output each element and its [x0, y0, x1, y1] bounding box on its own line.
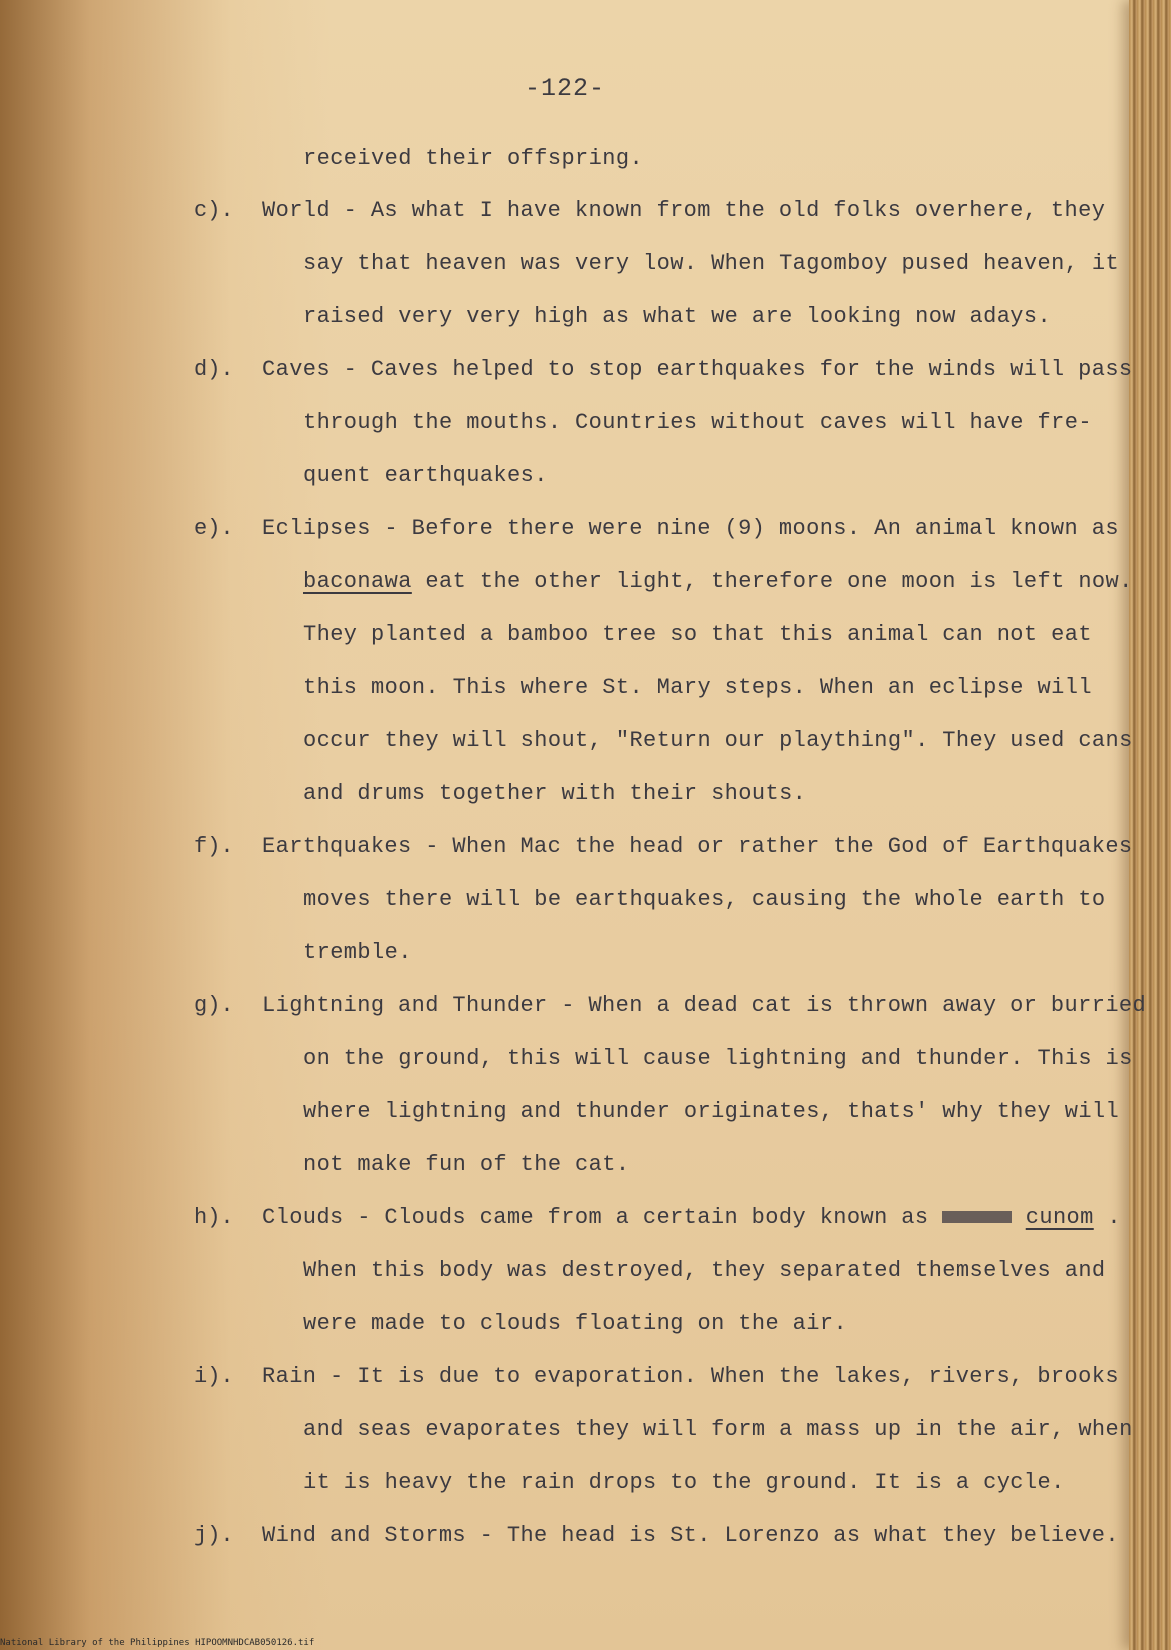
entry-i-line-2: and seas evaporates they will form a mass up in the air, when	[303, 1417, 1133, 1442]
entry-f-line-3: tremble.	[303, 940, 412, 965]
entry-f-line-1: Earthquakes - When Mac the head or rather the God of Earthquakes	[262, 834, 1133, 859]
struck-out-word	[942, 1211, 1012, 1223]
underlined-term-baconawa: baconawa	[303, 569, 412, 594]
entry-c-line-3: raised very very high as what we are looking now adays.	[303, 304, 1052, 329]
entry-e-line-3: They planted a bamboo tree so that this animal can not eat	[303, 622, 1092, 647]
entry-h-line-3: were made to clouds floating on the air.	[303, 1311, 848, 1336]
entry-i-line-3: it is heavy the rain drops to the ground. It is a cycle.	[303, 1470, 1065, 1495]
entry-g-line-3: where lightning and thunder originates, thats' why they will	[303, 1099, 1120, 1124]
entry-c-marker: c).	[194, 198, 234, 223]
entry-e-line-4: this moon. This where St. Mary steps. When an eclipse will	[303, 675, 1092, 700]
entry-d-marker: d).	[194, 357, 234, 382]
entry-d-line-3: quent earthquakes.	[303, 463, 548, 488]
entry-h-line-1-tail: .	[1093, 1205, 1121, 1230]
entry-i-marker: i).	[194, 1364, 234, 1389]
entry-i-line-1: Rain - It is due to evaporation. When the lakes, rivers, brooks	[262, 1364, 1119, 1389]
entry-e-line-5: occur they will shout, "Return our plaything". They used cans	[303, 728, 1133, 753]
entry-f-line-2: moves there will be earthquakes, causing the whole earth to	[303, 887, 1106, 912]
underlined-term-cunom: cunom	[1025, 1205, 1094, 1230]
entry-h-line-1	[262, 1205, 1121, 1230]
entry-g-marker: g).	[194, 993, 234, 1018]
intro-line: received their offspring.	[303, 146, 644, 171]
entry-c-line-1: World - As what I have known from the old folks overhere, they	[262, 198, 1106, 223]
entry-e-line-2	[303, 569, 1133, 594]
entry-g-line-1: Lightning and Thunder - When a dead cat is thrown away or burried	[262, 993, 1147, 1018]
entry-d-line-1: Caves - Caves helped to stop earthquakes for the winds will pass	[262, 357, 1133, 382]
entry-h-marker: h).	[194, 1205, 234, 1230]
scan-footer: National Library of the Philippines HIPOOMNHDCAB050126.tif	[0, 1638, 315, 1648]
entry-h-line-2: When this body was destroyed, they separated themselves and	[303, 1258, 1106, 1283]
entry-g-line-2: on the ground, this will cause lightning and thunder. This is	[303, 1046, 1133, 1071]
entry-d-line-2: through the mouths. Countries without caves will have fre-	[303, 410, 1092, 435]
entry-j-marker: j).	[194, 1523, 234, 1548]
entry-j-line-1: Wind and Storms - The head is St. Lorenzo as what they believe.	[262, 1523, 1119, 1548]
entry-e-line-2-rest: eat the other light, therefore one moon is left now.	[411, 569, 1133, 594]
page-number: -122-	[524, 74, 605, 103]
entry-c-line-2: say that heaven was very low. When Tagomboy pused heaven, it	[303, 251, 1120, 276]
entry-f-marker: f).	[194, 834, 234, 859]
entry-e-line-1: Eclipses - Before there were nine (9) moons. An animal known as	[262, 516, 1119, 541]
entry-e-marker: e).	[194, 516, 234, 541]
entry-g-line-4: not make fun of the cat.	[303, 1152, 630, 1177]
entry-e-line-6: and drums together with their shouts.	[303, 781, 807, 806]
entry-h-line-1-text: Clouds - Clouds came from a certain body known as	[262, 1205, 929, 1230]
book-binding	[1129, 0, 1171, 1650]
